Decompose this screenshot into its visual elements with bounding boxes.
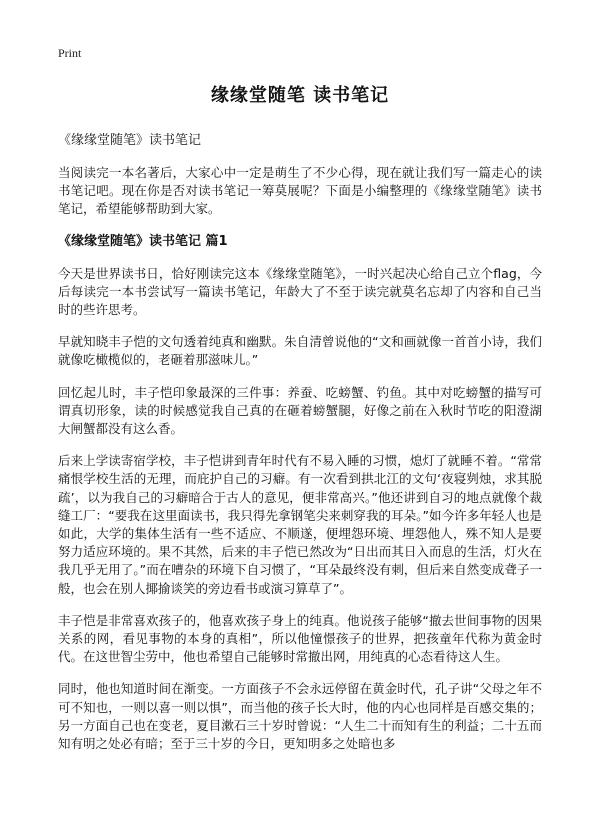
print-label: Print xyxy=(58,46,82,60)
document-subtitle: 《缘缘堂随笔》读书笔记 xyxy=(58,133,202,148)
intro-paragraph: 当阅读完一本名著后，大家心中一定是萌生了不少心得，现在就让我们写一篇走心的读书笔记吧。现在你是否对读书笔记一筹莫展呢？下面是小编整理的《缘缘堂随笔》读书笔记，希望能够帮助到大家。 xyxy=(58,165,542,217)
body-paragraph: 后来上学读寄宿学校，丰子恺讲到青年时代有不易入睡的习惯，熄灯了就睡不着。“常常痛恨学校生活的无理，而庇护自己的习癖。有一次看到拱北江的文句‘夜寝刿烛，求其脱疏’，以为我自己的习癖暗合于古人的意见，便非常高兴。”他还讲到自习的地点就像个裁缝工厂：“要我在这里面读书，我只得先拿钢笔尖来刺穿我的耳朵。”如今许多年轻人也是如此，大学的集体生活有一些不适应、不顺遂，便埋怨环境、埋怨他人，殊不知人是要努力适应环境的。果不其然，后来的丰子恺已然改为“日出而其日入而息的生活，灯火在我几乎无用了。”而在嘈杂的环境下自习惯了，“耳朵最终没有刺，但后来自然变成聋子一般，也会在别人揶揄谈笑的旁边看书或演习算草了”。 xyxy=(58,453,542,596)
section-heading: 《缘缘堂随笔》读书笔记 篇1 xyxy=(58,233,228,249)
body-paragraph: 同时，他也知道时间在渐变。一方面孩子不会永远停留在黄金时代，孔子讲“父母之年不可不知也，一则以喜一则以惧”，而当他的孩子长大时，他的内心也同样是百感交集的；另一方面自己也在变老，夏目漱石三十岁时曾说：“人生二十而知有生的利益；二十五而知有明之处必有暗；至于三十岁的今日，更知明多之处暗也多 xyxy=(58,681,542,752)
body-paragraph: 丰子恺是非常喜欢孩子的，他喜欢孩子身上的纯真。他说孩子能够“撤去世间事物的因果关系的网，看见事物的本身的真相”，所以他憧憬孩子的世界，把孩童年代称为黄金时代。在这世智尘劳中，他也希望自己能够时常撤出网，用纯真的心态看待这人生。 xyxy=(58,612,542,665)
body-paragraph: 回忆起儿时，丰子恺印象最深的三件事：养蚕、吃螃蟹、钓鱼。其中对吃螃蟹的描写可谓真切形象，读的时候感觉我自己真的在砸着螃蟹腿，好像之前在入秋时节吃的阳澄湖大闸蟹都没有这么香。 xyxy=(58,384,542,437)
body-paragraph: 早就知晓丰子恺的文句透着纯真和幽默。朱自清曾说他的“文和画就像一首首小诗，我们就像吃橄榄似的，老砸着那滋味儿。” xyxy=(58,334,542,368)
page-title: 缘缘堂随笔 读书笔记 xyxy=(210,85,390,106)
body-paragraph: 今天是世界读书日，恰好刚读完这本《缘缘堂随笔》，一时兴起决心给自己立个flag，今后每读完一本书尝试写一篇读书笔记，年龄大了不至于读完就莫名忘却了内容和自己当时的些许思考。 xyxy=(58,265,542,318)
